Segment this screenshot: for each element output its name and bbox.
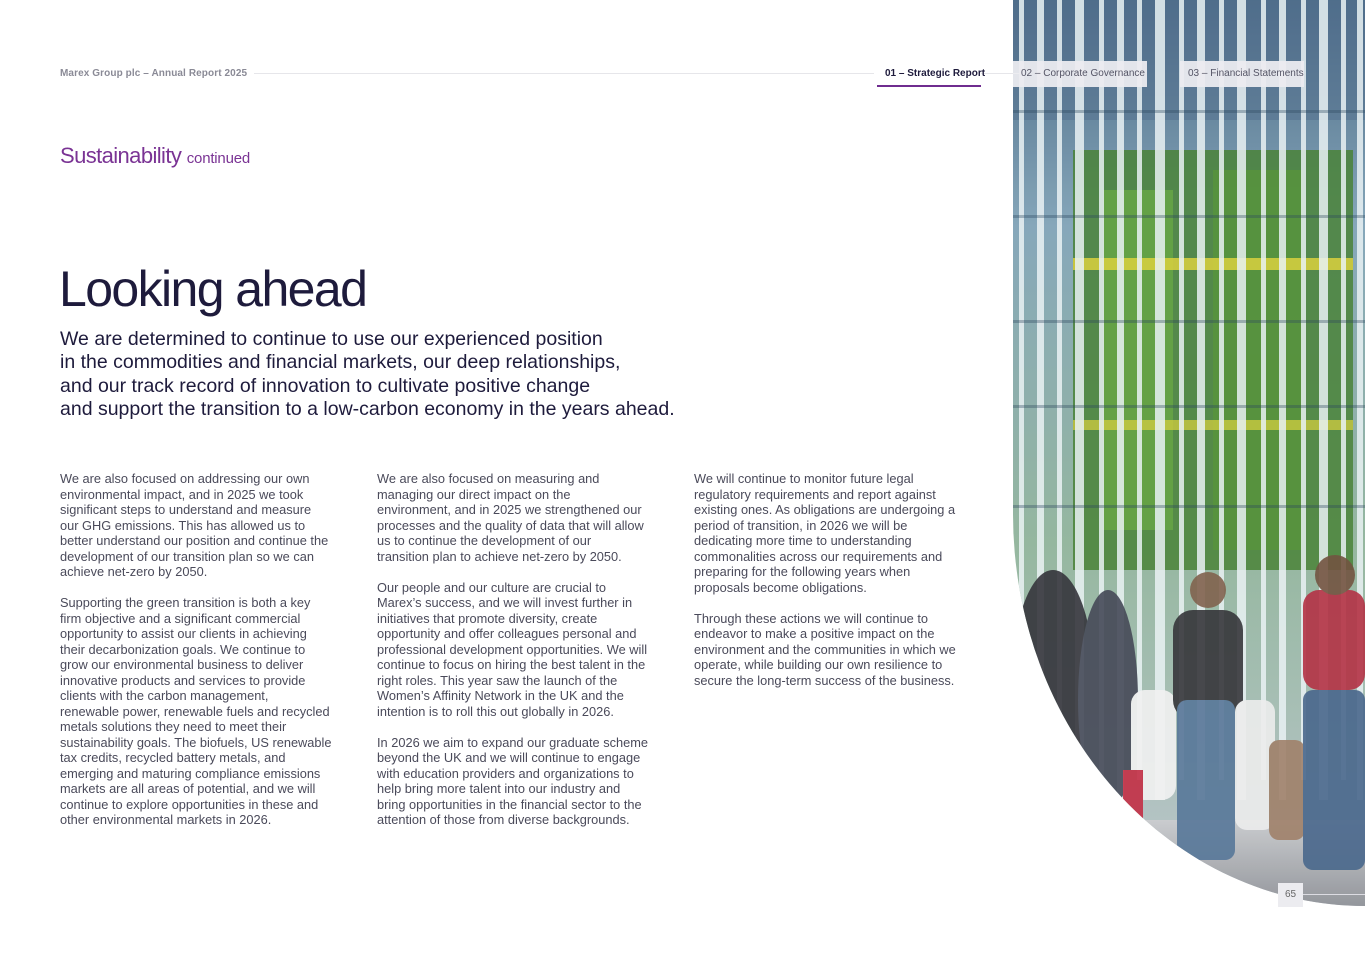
page-title: Looking ahead [59,260,367,317]
text-line: help bring more talent into our industry and [377,781,621,796]
text-line: attention of those from diverse backgrounds. [377,812,630,827]
text-line: existing ones. As obligations are undergoing a [694,502,956,517]
text-line: Women’s Affinity Network in the UK and the [377,688,624,703]
body-column-3 [694,471,994,704]
page-number: 65 [1278,883,1303,907]
text-line: clients with the carbon management, [60,688,269,703]
text-line: tax credits, recycled battery metals, and [60,750,286,765]
text-line: grow our environmental business to deliver [60,657,304,672]
paragraph [377,735,677,828]
text-line: better understand our position and continue the [60,533,329,548]
text-line: bring opportunities in the financial sector to the [377,796,642,812]
section-heading [60,143,250,169]
text-line: professional development opportunities. We will [377,641,648,657]
body-column-1 [60,471,360,843]
text-line: We are also focused on addressing our own [60,471,310,486]
text-line: other environmental markets in 2026. [60,812,272,827]
text-line: innovative products and services to provide [60,672,306,688]
section-title: Sustainability [60,143,182,168]
report-name: Marex Group plc – Annual Report 2025 [60,68,248,79]
paragraph [694,471,994,595]
text-line: beyond the UK and we will continue to engage [377,750,641,765]
tab-financial-statements[interactable]: 03 – Financial Statements [1180,61,1304,87]
text-line: environmental impact, and in 2025 we took [60,486,304,502]
text-line: opportunity to assist our clients in achieving [60,626,307,641]
text-line: their decarbonization goals. We continue to [60,641,306,657]
lead-line: We are determined to continue to use our experienced position [60,328,603,350]
text-line: continue to focus on hiring the best talent in the [377,657,646,672]
paragraph [694,611,994,689]
text-line: metals solutions they need to meet their [60,719,287,734]
text-line: regulatory requirements and report against [694,486,936,502]
header-divider [254,73,874,74]
text-line: environment and the communities in which we [694,641,956,657]
lead-line: and our track record of innovation to cultivate positive change [60,374,591,397]
text-line: preparing for the following years when [694,564,911,579]
text-line: continue to explore opportunities in these and [60,796,319,812]
text-line: period of transition, in 2026 we will be [694,517,908,533]
text-line: dedicating more time to understanding [694,533,912,548]
text-line: Our people and our culture are crucial to [377,579,607,595]
section-suffix: continued [186,150,251,167]
text-line: us to continue the development of our [377,533,592,548]
text-line: proposals become obligations. [694,579,867,595]
text-line: sustainability goals. The biofuels, US renewable [60,734,332,750]
text-line: significant steps to understand and measure [60,502,312,517]
paragraph [60,471,360,580]
text-line: opportunity and offer colleagues personal and [377,626,637,641]
text-line: operate, while building our own resilience to [694,657,943,672]
text-line: right roles. This year saw the launch of the [377,672,618,688]
text-line: commonalities across our requirements and [694,548,943,564]
lead-line: and support the transition to a low-carbon economy in the years ahead. [60,398,675,421]
text-line: firm objective and a significant commercial [60,610,301,626]
text-line: emerging and maturing compliance emissions [60,765,321,781]
text-line: with education providers and organizations to [377,765,634,781]
lead-paragraph [60,328,760,422]
text-line: development of our transition plan so we can [60,548,314,564]
text-line: secure the long-term success of the business. [694,672,955,688]
text-line: intention is to roll this out globally in 2026. [377,703,614,719]
cover-photo [1013,0,1365,906]
text-line: We will continue to monitor future legal [694,471,914,486]
text-line: transition plan to achieve net-zero by 2050. [377,548,622,564]
text-line: environment, and in 2025 we strengthened our [377,502,642,517]
lead-line: in the commodities and financial markets, our deep relationships, [60,351,621,374]
text-line: In 2026 we aim to expand our graduate scheme [377,734,649,750]
text-line: managing our direct impact on the [377,486,571,502]
building-glass-facade-image [1013,0,1365,906]
paragraph [377,471,677,564]
text-line: Supporting the green transition is both a key [60,595,311,610]
text-line: initiatives that promote diversity, create [377,610,598,626]
tab-corporate-governance[interactable]: 02 – Corporate Governance [1013,61,1147,87]
text-line: markets are all areas of potential, and we will [60,781,316,796]
tab-strategic-report[interactable]: 01 – Strategic Report [877,61,981,87]
paragraph [60,595,360,828]
text-line: Through these actions we will continue to [694,610,929,626]
text-line: endeavor to make a positive impact on the [694,626,935,641]
body-column-2 [377,471,677,843]
text-line: We are also focused on measuring and [377,471,600,486]
text-line: Marex’s success, and we will invest further in [377,595,633,610]
text-line: processes and the quality of data that will allow [377,517,644,533]
text-line: our GHG emissions. This has allowed us to [60,517,306,533]
paragraph [377,580,677,720]
page-number-rule [1303,894,1365,895]
text-line: renewable power, renewable fuels and recycled [60,703,330,719]
text-line: achieve net-zero by 2050. [60,564,208,579]
